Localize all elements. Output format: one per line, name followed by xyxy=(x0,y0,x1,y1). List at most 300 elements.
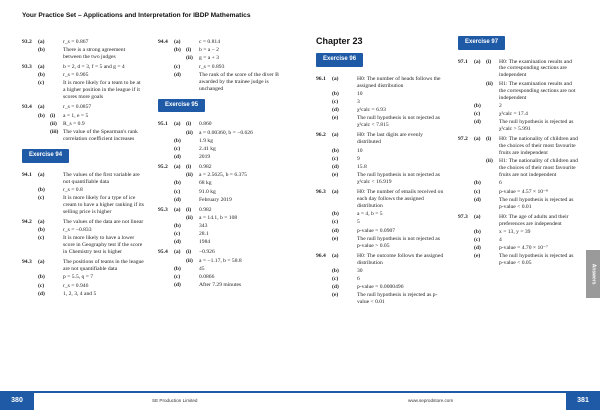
part-label: (b) xyxy=(332,211,339,218)
answer-row xyxy=(158,189,284,196)
subpart-label xyxy=(50,291,63,298)
question-number xyxy=(458,253,474,267)
subpart-label xyxy=(50,274,63,281)
subpart-label xyxy=(344,228,357,235)
answer-row xyxy=(158,223,284,230)
question-number xyxy=(458,81,474,102)
question-number xyxy=(158,47,174,54)
answer-text: The null hypothesis is not rejected as χ²calc < 7.815 xyxy=(357,115,440,129)
answer-row xyxy=(22,219,144,226)
answer-row xyxy=(458,81,578,102)
subpart-label xyxy=(344,219,357,226)
part-label: (a) xyxy=(174,206,181,213)
subpart-label xyxy=(50,195,63,216)
question-number xyxy=(458,158,474,179)
question-number xyxy=(316,284,332,291)
part-label: (a) xyxy=(474,58,481,65)
question-number xyxy=(22,291,38,298)
part-label: (a) xyxy=(332,75,339,82)
subpart-label xyxy=(186,154,199,161)
part-label: (b) xyxy=(474,228,481,235)
subpart-label xyxy=(50,72,63,79)
subpart-label xyxy=(486,253,499,267)
part-label: (c) xyxy=(38,282,45,289)
answer-row xyxy=(158,172,284,179)
question-number xyxy=(22,80,38,101)
subpart-label: (i) xyxy=(486,136,492,143)
part-label: (c) xyxy=(474,237,481,244)
question-number: 96.1 xyxy=(316,75,326,82)
question-number xyxy=(158,215,174,222)
question-number xyxy=(22,121,38,128)
answer-text: 2019 xyxy=(199,154,211,161)
answer-row xyxy=(22,259,144,273)
part-label: (b) xyxy=(174,137,181,144)
part-label: (a) xyxy=(332,132,339,139)
question-number xyxy=(22,187,38,194)
answer-text: c = 0.814 xyxy=(199,39,221,45)
question-number: 93.4 xyxy=(22,104,32,111)
answer-text: The null hypothesis is not rejected as p-value > 0.05 xyxy=(357,235,440,249)
answer-row xyxy=(22,187,144,194)
subpart-label xyxy=(186,180,199,187)
answer-text: The null hypothesis is rejected as p-value < 0.05 xyxy=(499,253,574,267)
subpart-label xyxy=(50,235,63,256)
part-label: (b) xyxy=(174,265,181,272)
subpart-label: (ii) xyxy=(186,172,193,179)
part-label: (d) xyxy=(174,239,181,246)
question-number: 93.3 xyxy=(22,64,32,71)
part-label: (c) xyxy=(174,231,181,238)
subpart-label xyxy=(50,283,63,290)
part-label: (c) xyxy=(332,275,339,282)
answer-row xyxy=(158,154,284,161)
question-number xyxy=(22,195,38,216)
answer-text: 1, 2, 3, 4 and 5 xyxy=(63,290,97,297)
subpart-label xyxy=(186,64,199,71)
answer-row xyxy=(316,99,444,106)
question-number xyxy=(158,258,174,265)
answer-text: The value of the Spearman's rank correlation coefficient increases xyxy=(63,128,138,142)
part-label: (d) xyxy=(332,227,339,234)
answer-row xyxy=(158,72,284,93)
answer-text: H0: The age of adults and their preferences are independent xyxy=(499,213,569,227)
answer-row xyxy=(158,138,284,145)
answer-row xyxy=(458,119,578,133)
answer-row xyxy=(458,111,578,118)
page-number-right: 381 xyxy=(566,392,600,410)
question-number xyxy=(22,274,38,281)
answer-row xyxy=(316,189,444,210)
subpart-label xyxy=(344,284,357,291)
answers-94 xyxy=(22,172,144,298)
question-number xyxy=(458,229,474,236)
answer-row xyxy=(158,180,284,187)
answers-97 xyxy=(458,59,578,268)
exercise-95-banner: Exercise 95 xyxy=(158,99,205,113)
answer-text: After 7.29 minutes xyxy=(199,282,242,289)
answer-text: r_s = 0.893 xyxy=(199,63,225,70)
answer-text: The positions of teams in the league are not quantifiable data xyxy=(63,259,144,273)
question-number xyxy=(316,172,332,186)
question-number xyxy=(158,282,174,289)
question-number xyxy=(22,235,38,256)
subpart-label: (ii) xyxy=(186,129,193,136)
question-number xyxy=(316,211,332,218)
answer-text: g = a + 3 xyxy=(199,55,219,62)
question-number xyxy=(22,47,38,61)
answer-row xyxy=(22,129,144,143)
answer-text: 4 xyxy=(499,237,502,244)
question-number xyxy=(316,219,332,226)
answer-row xyxy=(316,268,444,275)
answer-row xyxy=(158,231,284,238)
part-label: (d) xyxy=(474,196,481,203)
question-number: 95.1 xyxy=(158,121,168,128)
exercise-97-banner: Exercise 97 xyxy=(458,36,505,50)
subpart-label xyxy=(344,164,357,171)
part-label: (b) xyxy=(38,72,45,79)
subpart-label: (ii) xyxy=(50,120,57,127)
part-label xyxy=(174,215,186,222)
answer-row xyxy=(158,47,284,54)
answer-row xyxy=(158,64,284,71)
subpart-label xyxy=(344,253,357,267)
subpart-label xyxy=(344,189,357,210)
answer-row xyxy=(158,121,284,128)
subpart-label xyxy=(186,39,199,46)
part-label: (a) xyxy=(174,39,181,45)
answer-row xyxy=(22,104,144,111)
part-label xyxy=(38,121,50,128)
subpart-label: (i) xyxy=(486,58,492,65)
answer-row xyxy=(22,121,144,128)
subpart-label xyxy=(344,172,357,186)
subpart-label: (ii) xyxy=(186,257,193,264)
subpart-label xyxy=(486,103,499,110)
question-number: 97.3 xyxy=(458,213,468,220)
question-number xyxy=(316,292,332,306)
answer-text: a = 14.1, b = 108 xyxy=(199,214,238,221)
subpart-label xyxy=(486,119,499,133)
column-4 xyxy=(458,36,578,269)
answer-row xyxy=(458,197,578,211)
answer-text: 2.41 kg xyxy=(199,145,216,152)
answer-text: 68 kg xyxy=(199,180,212,187)
part-label: (a) xyxy=(38,218,45,225)
answer-text: H1: The examination results and the corresponding sections are not independent xyxy=(499,80,576,101)
question-number: 95.2 xyxy=(158,164,168,170)
answer-row xyxy=(458,237,578,244)
answer-text: 0.982 xyxy=(199,164,212,170)
subpart-label xyxy=(50,227,63,234)
answer-text: 15.8 xyxy=(357,163,367,170)
subpart-label xyxy=(486,180,499,187)
answer-row xyxy=(158,207,284,214)
answer-text: 3 xyxy=(357,99,360,106)
question-number xyxy=(158,266,174,273)
part-label: (c) xyxy=(174,188,181,195)
subpart-label: (i) xyxy=(186,206,192,213)
part-label: (c) xyxy=(38,194,45,201)
part-label: (d) xyxy=(174,282,181,289)
answer-text: 9 xyxy=(357,155,360,162)
subpart-label xyxy=(344,99,357,106)
column-2 xyxy=(158,36,284,290)
question-number xyxy=(158,154,174,161)
subpart-label xyxy=(186,197,199,204)
subpart-label xyxy=(486,214,499,228)
question-number xyxy=(316,156,332,163)
chapter-heading: Chapter 23 xyxy=(316,36,363,46)
answers-tab-label: Answers xyxy=(590,263,597,285)
part-label: (c) xyxy=(332,219,339,226)
question-number xyxy=(158,274,174,281)
part-label: (b) xyxy=(38,227,45,234)
part-label: (c) xyxy=(174,273,181,280)
answer-row xyxy=(316,292,444,306)
subpart-label xyxy=(344,91,357,98)
answer-text: 5 xyxy=(357,219,360,226)
answer-text: 45 xyxy=(199,265,205,272)
answer-text: H0: The number of emails received on each day follows the assigned distribution xyxy=(357,189,444,209)
answer-text: It is more likely for a type of ice cream to have a higher ranking if its selling price is higher xyxy=(63,194,144,215)
answer-text: H0: The nationality of children and the choices of their most favourite fruits are independent xyxy=(499,136,578,157)
subpart-label xyxy=(186,239,199,246)
question-number: 94.2 xyxy=(22,218,32,225)
question-number xyxy=(316,115,332,129)
answer-row xyxy=(316,164,444,171)
question-number xyxy=(158,231,174,238)
question-number xyxy=(458,197,474,211)
answers-side-tab xyxy=(586,250,600,298)
answer-text: 2 xyxy=(499,102,502,109)
part-label: (a) xyxy=(38,104,45,111)
answers-95 xyxy=(158,121,284,289)
answer-row xyxy=(22,64,144,71)
question-number xyxy=(458,189,474,196)
question-number: 94.1 xyxy=(22,171,32,178)
subpart-label: (iii) xyxy=(50,128,59,135)
answer-row xyxy=(458,214,578,228)
answer-row xyxy=(458,59,578,80)
answer-text: 6 xyxy=(357,275,360,282)
answer-row xyxy=(316,115,444,129)
answer-text: 343 xyxy=(199,223,208,230)
question-number xyxy=(458,245,474,252)
answer-text: r_s = 0.905 xyxy=(63,72,89,79)
answer-text: 0.982 xyxy=(199,206,212,213)
part-label xyxy=(474,81,486,102)
subpart-label xyxy=(344,148,357,155)
part-label: (b) xyxy=(38,274,45,281)
answer-row xyxy=(458,245,578,252)
answer-text: 0.860 xyxy=(199,121,212,128)
answer-text: p = 5.5, q = 7 xyxy=(63,274,94,281)
answer-row xyxy=(316,228,444,235)
question-number xyxy=(158,197,174,204)
answer-text: b = a − 2 xyxy=(199,47,219,54)
answer-text: x = 13, y = 39 xyxy=(499,228,531,235)
answer-text: r_s = 0.0857 xyxy=(63,104,92,111)
answer-text: H0: The number of heads follows the assigned distribution xyxy=(357,75,441,89)
subpart-label xyxy=(186,223,199,230)
part-label: (b) xyxy=(332,267,339,274)
question-number xyxy=(316,228,332,235)
subpart-label xyxy=(344,236,357,250)
part-label: (c) xyxy=(474,188,481,195)
subpart-label xyxy=(50,39,63,46)
answer-text: a = −1.17, b = 58.8 xyxy=(199,257,242,264)
answer-row xyxy=(458,158,578,179)
part-label: (b) xyxy=(38,186,45,193)
answer-row xyxy=(22,235,144,256)
answer-text: It is more likely for a team to be at a higher position in the league if it scores more goals xyxy=(63,80,141,101)
answer-row xyxy=(22,291,144,298)
question-number xyxy=(22,72,38,79)
answer-row xyxy=(458,189,578,196)
part-label: (b) xyxy=(332,90,339,97)
answer-row xyxy=(458,136,578,157)
question-number: 97.1 xyxy=(458,58,468,65)
subpart-label: (ii) xyxy=(186,55,193,62)
answer-row xyxy=(316,284,444,291)
question-number xyxy=(22,283,38,290)
subpart-label xyxy=(50,259,63,273)
part-label xyxy=(174,258,186,265)
subpart-label xyxy=(186,189,199,196)
question-number xyxy=(316,268,332,275)
answer-row xyxy=(158,55,284,62)
part-label: (a) xyxy=(38,39,45,45)
part-label: (c) xyxy=(174,63,181,70)
answer-row xyxy=(158,197,284,204)
part-label: (a) xyxy=(38,171,45,178)
question-number xyxy=(316,164,332,171)
question-number: 93.2 xyxy=(22,39,32,45)
part-label: (c) xyxy=(332,99,339,106)
subpart-label xyxy=(486,229,499,236)
part-label: (d) xyxy=(174,154,181,161)
question-number: 97.2 xyxy=(458,136,468,143)
subpart-label xyxy=(344,292,357,306)
answer-text: 0.0866 xyxy=(199,273,215,280)
part-label xyxy=(474,158,486,179)
part-label: (d) xyxy=(332,284,339,291)
answer-row xyxy=(316,276,444,283)
subpart-label xyxy=(50,219,63,226)
subpart-label xyxy=(486,111,499,118)
question-number xyxy=(458,103,474,110)
answer-row xyxy=(22,227,144,234)
subpart-label xyxy=(344,76,357,90)
answer-row xyxy=(316,236,444,250)
answer-row xyxy=(158,258,284,265)
question-number xyxy=(458,119,474,133)
subpart-label: (i) xyxy=(186,47,192,54)
answer-text: p-value = 0.0000496 xyxy=(357,284,404,291)
answer-row xyxy=(22,113,144,120)
subpart-label xyxy=(186,146,199,153)
subpart-label xyxy=(486,189,499,196)
part-label: (e) xyxy=(332,292,339,299)
subpart-label xyxy=(186,231,199,238)
answer-text: 1984 xyxy=(199,239,211,246)
subpart-label xyxy=(486,245,499,252)
part-label: (e) xyxy=(474,253,481,260)
question-number xyxy=(22,113,38,120)
answer-text: 10 xyxy=(357,90,363,97)
answer-text: H0: The last digits are evenly distributed xyxy=(357,132,423,146)
subpart-label xyxy=(50,64,63,71)
answer-text: 30 xyxy=(357,267,363,274)
question-number xyxy=(316,107,332,114)
question-number xyxy=(316,91,332,98)
answer-text: r_s = −0.833 xyxy=(63,227,92,234)
part-label: (a) xyxy=(474,136,481,143)
part-label: (d) xyxy=(174,71,181,78)
subpart-label xyxy=(344,268,357,275)
part-label: (b) xyxy=(174,223,181,230)
answer-row xyxy=(22,195,144,216)
question-number xyxy=(158,189,174,196)
part-label: (b) xyxy=(174,47,181,54)
question-number: 94.3 xyxy=(22,259,32,266)
answers-96 xyxy=(316,76,444,307)
answer-row xyxy=(22,80,144,101)
answer-text: The null hypothesis is rejected as p-value < 0.01 xyxy=(499,196,574,210)
answer-row xyxy=(158,130,284,137)
answer-row xyxy=(158,39,284,46)
subpart-label: (ii) xyxy=(186,214,193,221)
question-number: 96.3 xyxy=(316,189,326,196)
part-label: (c) xyxy=(332,155,339,162)
answer-row xyxy=(158,239,284,246)
answer-row xyxy=(458,253,578,267)
answer-row xyxy=(316,211,444,218)
answer-text: a = 4, b = 5 xyxy=(357,211,383,218)
part-label xyxy=(174,172,186,179)
answer-row xyxy=(316,132,444,146)
answer-row xyxy=(22,274,144,281)
question-number xyxy=(158,64,174,71)
subpart-label xyxy=(50,187,63,194)
subpart-label xyxy=(186,266,199,273)
answer-text: The null hypothesis is rejected as p-value < 0.01 xyxy=(357,292,438,306)
answer-row xyxy=(316,91,444,98)
part-label: (e) xyxy=(332,235,339,242)
subpart-label xyxy=(344,211,357,218)
answer-row xyxy=(316,76,444,90)
part-label: (a) xyxy=(174,121,181,128)
answer-row xyxy=(22,172,144,186)
question-number: 95.4 xyxy=(158,249,168,256)
answer-text: The rank of the score of the diver B awarded by the trainee judge is unchanged xyxy=(199,71,279,92)
answer-text: 6 xyxy=(499,180,502,187)
subpart-label xyxy=(344,132,357,146)
part-label: (d) xyxy=(332,163,339,170)
answer-row xyxy=(458,103,578,110)
answer-row xyxy=(158,274,284,281)
part-label xyxy=(174,55,186,62)
question-number xyxy=(158,180,174,187)
answer-row xyxy=(458,229,578,236)
question-number: 95.3 xyxy=(158,206,168,213)
publisher-website: www.seprodstore.com xyxy=(408,398,454,403)
answer-text: a = 0.00360, b = −0.626 xyxy=(199,129,253,136)
question-number xyxy=(316,148,332,155)
subpart-label xyxy=(186,282,199,289)
